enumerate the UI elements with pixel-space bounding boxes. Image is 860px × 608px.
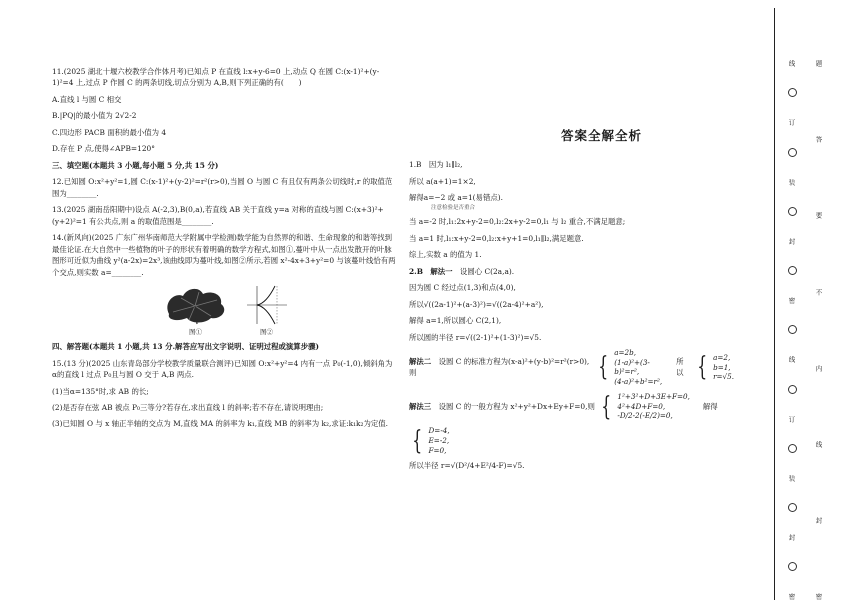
method-2-label (409, 356, 592, 379)
option-a: A.直线 l 与圆 C 相交 (52, 94, 122, 104)
left-column (52, 66, 397, 435)
method-3-system (617, 392, 689, 421)
equation: (1-a)²+(3-b)²=r², (614, 357, 650, 377)
right-column (409, 126, 734, 477)
method-1-text: 设圆心 C(2a,a). (452, 266, 515, 276)
equation: 4²+4D+F=0, (617, 401, 666, 411)
left-brace: { (601, 391, 612, 422)
left-brace: { (597, 352, 608, 383)
left-brace: { (696, 352, 707, 383)
question-15-part-3: (3)已知圆 O 与 x 轴正半轴的交点为 M,直线 MA 的斜率为 k₁,直线 MB 的斜率为 k₂,求证:k₁k₂为定值. (52, 419, 388, 429)
option-c: C.四边形 PACB 面积的最小值为 4 (52, 127, 167, 137)
warning-char: 线 (814, 441, 823, 448)
hole-circle (788, 148, 797, 157)
method-2-so: 所以 (676, 357, 684, 378)
answer-1-line-3: 解得a=−2 或 a=1(易错点). (409, 193, 503, 203)
hole-circle (788, 503, 797, 512)
answer-1-line-5: 当 a=1 时,l₁:x+y-2=0,l₂:x+y+1=0,l₁∥l₂,满足题意. (409, 233, 584, 243)
method-3-tag: 解法三 (409, 401, 432, 411)
equation: a=2, (713, 352, 731, 362)
seal-char: 封 (787, 534, 796, 541)
warning-char: 密 (814, 593, 823, 600)
figure-2-caption: 图② (260, 328, 273, 337)
option-d: D.存在 P 点,使得∠APB=120° (52, 144, 155, 154)
hole-circle (788, 207, 797, 216)
answer-1-line-2: 所以 a(a+1)=1×2, (409, 176, 476, 186)
warning-char: 不 (814, 288, 823, 296)
figures (52, 284, 397, 337)
method-3-text: 设圆 C 的一般方程为 x²+y²+Dx+Ey+F=0,则 (431, 401, 595, 411)
question-15-part-1: (1)当α=135°时,求 AB 的长; (52, 386, 149, 396)
seal-column-2 (814, 60, 824, 600)
answer-2-line-1 (409, 266, 734, 277)
question-11: 11.(2025 湖北十堰六校教学合作体月考)已知点 P 在直线 l:x+y-6=0 上,动点 Q 在圆 C:(x-1)²+(y-1)²=4 上,过点 P 作圆 C 的两条切线,切点分别为 A,B,则下列正确的有( ) (52, 67, 380, 88)
method-2-tag: 解法二 (409, 357, 432, 367)
equation: E=-2, (428, 435, 450, 445)
answer-title: 答案全解全析 (560, 128, 642, 143)
answer-2-line-3: 所以√((2a-1)²+(a-3)²)=√((2a-4)²+a²), (409, 299, 544, 309)
seal-char: 密 (787, 593, 796, 600)
question-15-part-2: (2)是否存在弦 AB 被点 P₀三等分?若存在,求出直线 l 的斜率;若不存在,请说明理由; (52, 402, 324, 412)
warning-char: 答 (814, 136, 823, 143)
equation: F=0, (428, 445, 447, 455)
section-4-heading: 四、解答题(本题共 1 小题,共 13 分.解答应写出文字说明、证明过程或演算步骤) (52, 342, 319, 352)
figure-2 (245, 284, 289, 337)
method-3-result (429, 426, 450, 455)
method-3-label (409, 401, 595, 412)
method-2-system (614, 348, 673, 387)
seal-column-1 (787, 60, 797, 600)
figure-1-caption: 图① (189, 328, 202, 337)
hole-circle (788, 266, 797, 275)
answer-2-line-2: 因为圆 C 经过点(1,3)和点(4,0), (409, 283, 516, 293)
question-14: 14.(新风向)(2025 广东广州华南师范大学附属中学检测)数学能为自然界的和谐、生命现象的和谐等找到最佳论证.在大自然中一些植物的叶子的形状有着明确的数学方程式,如图①,蔓叶中从一点出发散开的叶脉图形可近似为曲线 y²(a-2x)=2x³,该曲线即为蔓叶线,如图②所示,若圆 x²-4x+3+y²=0 与该蔓叶线恰有两个交点,则实数 a=________. (52, 233, 396, 277)
method-1-tag: 2.B 解法一 (409, 266, 453, 276)
question-12: 12.已知圆 O:x²+y²=1,圆 C:(x-1)²+(y-2)²=r²(r>0),当圆 O 与圆 C 有且仅有两条公切线时,r 的取值范围为________. (52, 177, 393, 198)
seal-char: 线 (787, 356, 796, 363)
method-2-text: 设圆 C 的标准方程为(x-a)²+(y-b)²=r²(r>0),则 (409, 357, 590, 378)
equation: a=2b, (614, 348, 637, 358)
hole-circle (788, 325, 797, 334)
answer-2-end: 所以半径 r=√(D²/4+E²/4-F)=√5. (409, 461, 525, 471)
option-b: B.|PQ|的最小值为 2√2-2 (52, 111, 137, 121)
hole-circle (788, 385, 797, 394)
warning-char: 内 (814, 364, 823, 372)
seal-char: 订 (787, 119, 796, 126)
method-3-solve: 解得 (702, 401, 718, 411)
warning-char: 封 (814, 517, 823, 524)
warning-char: 要 (814, 212, 823, 219)
answer-1-note: 注意检验是否重合 (431, 204, 476, 211)
hole-circle (788, 562, 797, 571)
method-3-result-row (409, 426, 734, 455)
method-2-result (713, 353, 734, 382)
method-3-row (409, 392, 734, 421)
answer-1-line-1: 1.B 因为 l₁∥l₂, (409, 160, 463, 170)
cissoid-graph (245, 284, 289, 326)
equation: r=√5. (713, 372, 734, 382)
equation: -D/2-2(-E/2)=0, (617, 411, 673, 421)
answer-1-line-6: 综上,实数 a 的值为 1. (409, 250, 482, 260)
equation: (4-a)²+b²=r², (614, 377, 663, 387)
seal-char: 线 (787, 60, 796, 67)
equation: 1²+3²+D+3E+F=0, (617, 391, 690, 401)
question-13: 13.(2025 湖南岳阳期中)设点 A(-2,3),B(0,a),若直线 AB 关于直线 y=a 对称的直线与圆 C:(x+3)²+(y+2)²=1 有公共点,则 a 的取值范围是________. (52, 205, 384, 226)
seal-char: 订 (787, 415, 796, 422)
warning-char: 题 (814, 60, 823, 67)
binding-line (774, 8, 775, 600)
seal-char: 装 (787, 474, 796, 482)
seal-char: 密 (787, 297, 796, 304)
figure-1 (161, 284, 231, 337)
question-15: 15.(13 分)(2025 山东青岛部分学校教学质量联合测评)已知圆 O:x²+y²=4 内有一点 P₀(-1,0),倾斜角为α的直线 l 过点 P₀且与圆 O 交于 A,B 两点. (52, 358, 393, 380)
equation: D=-4, (428, 426, 450, 436)
hole-circle (788, 88, 797, 97)
seal-char: 装 (787, 178, 796, 185)
answer-1-line-4: 当 a=-2 时,l₁:2x+y-2=0,l₂:2x+y-2=0,l₁ 与 l₂ 重合,不满足题意; (409, 217, 626, 227)
equation: b=1, (713, 362, 731, 372)
seal-char: 封 (787, 237, 796, 245)
method-2-row (409, 348, 734, 387)
left-brace: { (412, 425, 423, 456)
hole-circle (788, 444, 797, 453)
leaf-image (161, 284, 231, 326)
answer-2-line-4: 解得 a=1,所以圆心 C(2,1), (409, 316, 502, 326)
section-3-heading: 三、填空题(本题共 3 小题,每小题 5 分,共 15 分) (52, 160, 219, 170)
answer-2-line-5: 所以圆的半径 r=√((2-1)²+(1-3)²)=√5. (409, 332, 542, 342)
